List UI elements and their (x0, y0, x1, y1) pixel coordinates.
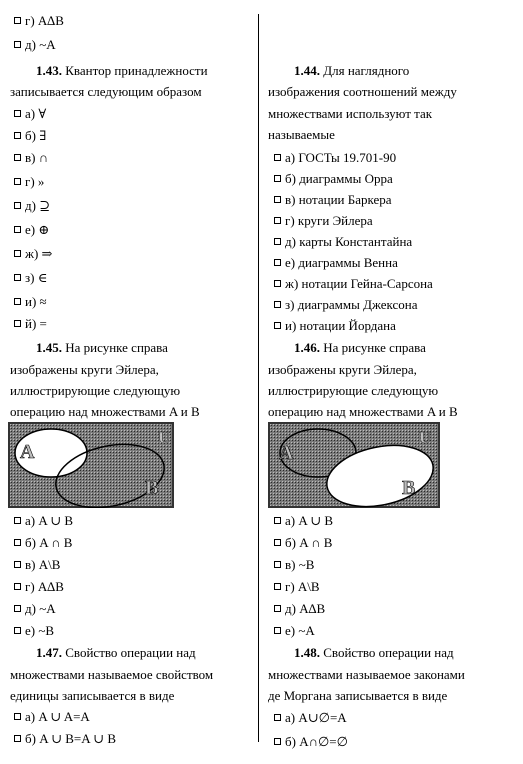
option-row[interactable] (14, 535, 72, 550)
checkbox[interactable] (14, 154, 21, 161)
checkbox[interactable] (274, 280, 281, 287)
checkbox[interactable] (14, 713, 21, 720)
checkbox[interactable] (274, 196, 281, 203)
question-heading (36, 645, 196, 660)
option-row[interactable] (14, 13, 64, 28)
option-row[interactable] (14, 513, 73, 528)
euler-diagram (8, 422, 174, 508)
question-text: де Моргана записывается в виде (268, 688, 448, 703)
option-row[interactable] (14, 37, 56, 52)
question-text: изображения соотношений между (268, 84, 457, 99)
option-label: г) » (25, 174, 45, 189)
question-text: иллюстрирующие следующую (268, 383, 439, 398)
checkbox[interactable] (274, 322, 281, 329)
checkbox[interactable] (14, 274, 21, 281)
question-text: называемые (268, 127, 335, 142)
option-row[interactable] (274, 255, 398, 270)
option-row[interactable] (274, 734, 348, 749)
option-row[interactable] (274, 557, 314, 572)
question-text: Свойство операции над (320, 645, 454, 660)
option-row[interactable] (14, 731, 116, 746)
option-row[interactable] (14, 150, 48, 165)
checkbox[interactable] (274, 154, 281, 161)
question-text: Квантор принадлежности (62, 63, 208, 78)
option-row[interactable] (274, 601, 325, 616)
checkbox[interactable] (274, 539, 281, 546)
option-row[interactable] (14, 557, 60, 572)
checkbox[interactable] (14, 627, 21, 634)
set-b-label: B (145, 477, 159, 499)
question-heading (36, 340, 168, 355)
question-text: записывается следующим образом (10, 84, 202, 99)
question-text: На рисунке справа (320, 340, 426, 355)
option-label: а) A∪∅=A (285, 710, 347, 725)
checkbox[interactable] (14, 539, 21, 546)
option-label: б) A∩∅=∅ (285, 734, 348, 749)
question-text: операцию над множествами A и B (10, 404, 200, 419)
option-row[interactable] (14, 709, 90, 724)
option-label: в) ~B (285, 557, 315, 572)
option-row[interactable] (14, 128, 46, 143)
universal-set-label: U (419, 428, 432, 447)
question-heading (294, 340, 426, 355)
option-label: и) ≈ (25, 294, 47, 309)
checkbox[interactable] (274, 605, 281, 612)
question-text: Свойство операции над (62, 645, 196, 660)
checkbox[interactable] (14, 202, 21, 209)
option-row[interactable] (14, 174, 44, 189)
option-label: е) ⊕ (25, 222, 50, 237)
option-label: а) A ∪ B (285, 513, 334, 528)
option-row[interactable] (14, 294, 47, 309)
checkbox[interactable] (14, 17, 21, 24)
option-row[interactable] (14, 246, 52, 261)
question-text: операцию над множествами A и B (268, 404, 458, 419)
question-number: 1.43. (36, 63, 62, 78)
option-row[interactable] (274, 192, 392, 207)
checkbox[interactable] (14, 226, 21, 233)
question-number: 1.44. (294, 63, 320, 78)
option-row[interactable] (14, 579, 64, 594)
checkbox[interactable] (274, 238, 281, 245)
checkbox[interactable] (274, 627, 281, 634)
checkbox[interactable] (14, 110, 21, 117)
question-text: иллюстрирующие следующую (10, 383, 181, 398)
option-label: а) ГОСТы 19.701-90 (285, 150, 397, 165)
option-label: г) круги Эйлера (285, 213, 373, 228)
checkbox[interactable] (274, 714, 281, 721)
option-label: г) A\B (285, 579, 320, 594)
option-label: в) нотации Баркера (285, 192, 392, 207)
question-text: изображены круги Эйлера, (10, 362, 159, 377)
checkbox[interactable] (14, 517, 21, 524)
option-row[interactable] (274, 318, 396, 333)
question-text: единицы записывается в виде (10, 688, 175, 703)
question-heading (36, 63, 208, 78)
option-row[interactable] (274, 710, 347, 725)
option-label: и) нотации Йордана (285, 318, 396, 333)
checkbox[interactable] (14, 583, 21, 590)
option-label: й) = (25, 316, 47, 331)
option-label: в) ∩ (25, 150, 49, 165)
option-label: ж) нотации Гейна-Сарсона (285, 276, 433, 291)
question-heading (294, 63, 409, 78)
option-row[interactable] (14, 222, 49, 237)
option-row[interactable] (14, 270, 47, 285)
question-text: множествами используют так (268, 106, 433, 121)
checkbox[interactable] (14, 320, 21, 327)
option-row[interactable] (274, 213, 373, 228)
question-number: 1.45. (36, 340, 62, 355)
option-row[interactable] (274, 579, 320, 594)
option-row[interactable] (274, 297, 418, 312)
checkbox[interactable] (14, 250, 21, 257)
option-label: е) ~A (285, 623, 315, 638)
option-label: б) A ∩ B (285, 535, 333, 550)
option-label: з) ∈ (25, 270, 48, 285)
checkbox[interactable] (14, 178, 21, 185)
option-row[interactable] (14, 316, 47, 331)
option-row[interactable] (14, 106, 46, 121)
option-label: е) диаграммы Венна (285, 255, 398, 270)
option-label: д) A∆B (285, 601, 326, 616)
question-text: Для наглядного (320, 63, 410, 78)
checkbox[interactable] (274, 583, 281, 590)
checkbox[interactable] (14, 132, 21, 139)
option-label: д) карты Константайна (285, 234, 413, 249)
question-text: изображены круги Эйлера, (268, 362, 417, 377)
question-number: 1.47. (36, 645, 62, 660)
checkbox[interactable] (274, 217, 281, 224)
option-label: ж) ⇒ (25, 246, 53, 261)
checkbox[interactable] (274, 175, 281, 182)
checkbox[interactable] (274, 561, 281, 568)
set-a-label: A (20, 441, 35, 463)
checkbox[interactable] (274, 301, 281, 308)
option-row[interactable] (14, 623, 54, 638)
option-row[interactable] (274, 171, 393, 186)
column-divider (258, 14, 259, 742)
option-label: з) диаграммы Джексона (285, 297, 418, 312)
question-number: 1.46. (294, 340, 320, 355)
question-text: На рисунке справа (62, 340, 168, 355)
question-text: множествами называемое свойством (10, 667, 214, 682)
option-label: е) ~B (25, 623, 55, 638)
checkbox[interactable] (274, 517, 281, 524)
option-label: а) A ∪ B (25, 513, 74, 528)
option-label: б) A ∩ B (25, 535, 73, 550)
option-label: б) ∃ (25, 128, 47, 143)
checkbox[interactable] (274, 259, 281, 266)
option-row[interactable] (274, 150, 396, 165)
checkbox[interactable] (14, 561, 21, 568)
option-row[interactable] (274, 513, 333, 528)
set-b-label: B (402, 477, 416, 499)
option-row[interactable] (274, 535, 332, 550)
question-heading (294, 645, 454, 660)
option-label: д) ~A (25, 37, 56, 52)
option-label: д) ⊇ (25, 198, 51, 213)
checkbox[interactable] (14, 41, 21, 48)
question-text: множествами называемое законами (268, 667, 465, 682)
option-label: г) A∆B (25, 13, 64, 28)
option-row[interactable] (14, 198, 50, 213)
option-label: д) ~A (25, 601, 56, 616)
option-label: а) A ∪ A=A (25, 709, 90, 724)
option-label: б) A ∪ B=A ∪ B (25, 731, 116, 746)
checkbox[interactable] (14, 605, 21, 612)
checkbox[interactable] (14, 735, 21, 742)
option-row[interactable] (274, 234, 412, 249)
question-number: 1.48. (294, 645, 320, 660)
option-label: в) A\B (25, 557, 61, 572)
checkbox[interactable] (274, 738, 281, 745)
option-row[interactable] (274, 276, 433, 291)
option-label: а) ∀ (25, 106, 47, 121)
option-label: б) диаграммы Орра (285, 171, 393, 186)
set-a-label: A (279, 442, 294, 464)
option-label: г) A∆B (25, 579, 64, 594)
option-row[interactable] (14, 601, 56, 616)
universal-set-label: U (158, 428, 171, 447)
euler-diagram (268, 422, 440, 508)
option-row[interactable] (274, 623, 315, 638)
checkbox[interactable] (14, 298, 21, 305)
